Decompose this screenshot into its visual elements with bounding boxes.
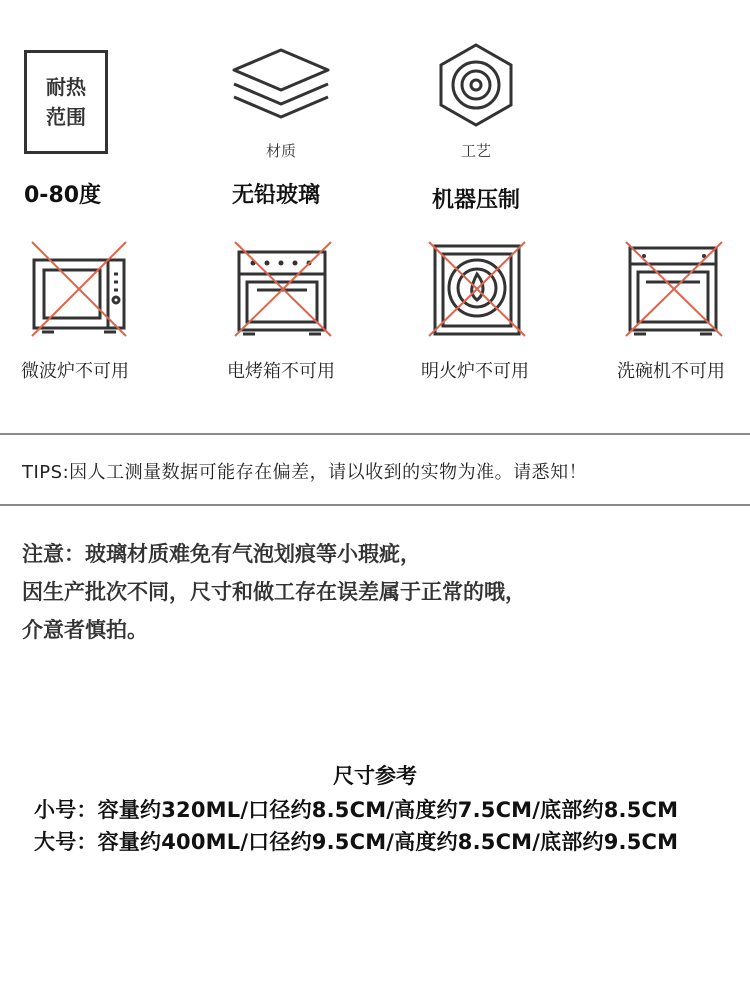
craft-value: 机器压制 bbox=[432, 188, 521, 213]
material-value: 无铅玻璃 bbox=[232, 183, 321, 208]
size-large: 大号：容量约400ML/口径约9.5CM/高度约8.5CM/底部约9.5CM bbox=[34, 830, 679, 854]
notice-block bbox=[22, 535, 526, 649]
stove-flame-icon bbox=[427, 238, 527, 338]
size-small: 小号：容量约320ML/口径约8.5CM/高度约7.5CM/底部约8.5CM bbox=[34, 798, 679, 822]
heat-range-box bbox=[24, 50, 108, 154]
dishwasher-icon bbox=[624, 238, 724, 338]
oven-icon bbox=[233, 238, 333, 338]
dishwasher-label: 洗碗机不可用 bbox=[617, 361, 725, 382]
hexagon-craft-icon bbox=[436, 42, 516, 128]
notice-line-2: 因生产批次不同，尺寸和做工存在误差属于正常的哦， bbox=[22, 580, 526, 604]
tips-text: TIPS:因人工测量数据可能存在偏差，请以收到的实物为准。请悉知！ bbox=[22, 462, 588, 483]
heat-range-value: 0-80度 bbox=[24, 183, 102, 208]
craft-label: 工艺 bbox=[460, 142, 491, 160]
material-label: 材质 bbox=[265, 142, 296, 160]
microwave-label: 微波炉不可用 bbox=[21, 361, 129, 382]
layers-icon bbox=[228, 44, 334, 120]
tips-bottom-divider bbox=[0, 504, 750, 506]
heat-range-line2: 范围 bbox=[46, 105, 86, 129]
size-reference-title: 尺寸参考 bbox=[333, 764, 417, 788]
microwave-icon bbox=[30, 238, 130, 338]
heat-range-line1: 耐热 bbox=[46, 75, 86, 99]
stove-label: 明火炉不可用 bbox=[421, 361, 529, 382]
notice-line-1: 注意：玻璃材质难免有气泡划痕等小瑕疵， bbox=[22, 542, 421, 566]
oven-label: 电烤箱不可用 bbox=[227, 361, 335, 382]
notice-line-3: 介意者慎拍。 bbox=[22, 618, 148, 642]
tips-top-divider bbox=[0, 433, 750, 435]
